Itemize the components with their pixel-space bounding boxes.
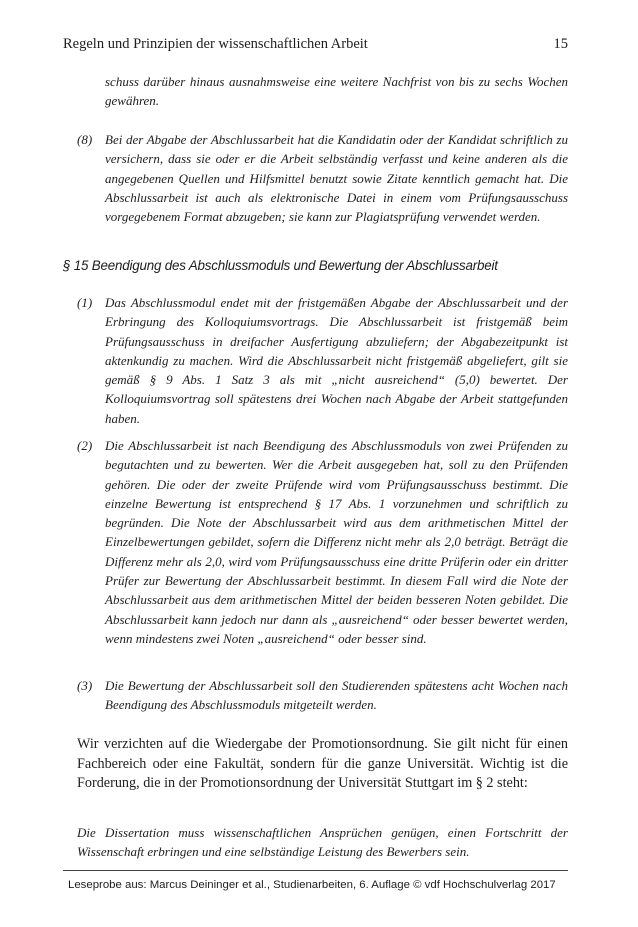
page-number: 15 [553, 36, 568, 52]
continuation-text: schuss darüber hinaus ausnahmsweise eine weitere Nachfrist von bis zu sechs Wochen gewähren. [105, 74, 568, 109]
item-number: (3) [77, 678, 93, 693]
item-text: Bei der Abgabe der Abschlussarbeit hat die Kandidatin oder der Kandidat schriftlich zu versichern, dass sie oder er die Arbeit selbständig verfasst und keine anderen als die angegebenen Quellen und Hilfsmittel benutzt sowie Zitate kenntlich gemacht hat. Die Abschlussarbeit ist auch als elektronische Datei in einem vom Prüfungsausschuss vorgegebenem Format abzugeben; sie kann zur Plagiatsprüfung verwendet werden. [105, 132, 568, 225]
item-text: Das Abschlussmodul endet mit der fristgemäßen Abgabe der Abschlussarbeit und der Erbringung des Kolloquiumsvortrags. Die Abschlussarbeit ist fristgemäß beim Prüfungsausschuss in dreifacher Ausfertigung abzuliefern; der Abgabezeitpunkt ist aktenkundig zu machen. Wird die Abschlussarbeit nicht fristgemäß abgeliefert, gilt sie gemäß § 9 Abs. 1 Satz 3 als mit „nicht ausreichend“ (5,0) bewertet. Der Kolloquiumsvortrag soll spätestens drei Wochen nach Abgabe der Arbeit stattgefunden haben. [105, 295, 568, 426]
item-number: (2) [77, 438, 93, 453]
item-text: Die Abschlussarbeit ist nach Beendigung des Abschlussmoduls von zwei Prüfenden zu begutachten und zu bewerten. Wer die Arbeit ausgegeben hat, soll zu den Prüfenden gehören. Die oder der zweite Prüfende wird vom Prüfungsausschuss bestimmt. Die einzelne Bewertung ist entsprechend § 17 Abs. 1 vorzunehmen und schriftlich zu begründen. Die Note der Abschlussarbeit wird aus dem arithmetischen Mittel der Einzelbewertungen gebildet, sofern die Differenz nicht mehr als 2,0 beträgt. Beträgt die Differenz mehr als 2,0, wird vom Prüfungsausschuss eine dritte Prüferin oder ein dritter Prüfer zur Bewertung der Abschlussarbeit bestimmt. In diesem Fall wird die Note der Abschlussarbeit aus dem arithmetischen Mittel der beiden besseren Noten gebildet. Die Abschlussarbeit kann jedoch nur dann als „ausreichend“ oder besser bewertet werden, wenn mindestens zwei Noten „ausreichend“ oder besser sind. [105, 438, 568, 646]
footer-divider [63, 870, 568, 871]
item-text: Die Bewertung der Abschlussarbeit soll den Studierenden spätestens acht Wochen nach Beendigung des Abschlussmoduls mitgeteilt werden. [105, 678, 568, 713]
footer-notice: Leseprobe aus: Marcus Deininger et al., Studienarbeiten, 6. Auflage © vdf Hochschulverlag 2017 [68, 879, 556, 891]
item-number: (8) [77, 132, 93, 147]
body-paragraph: Wir verzichten auf die Wiedergabe der Promotionsordnung. Sie gilt nicht für einen Fachbereich oder eine Fakultät, sondern für die ganze Universität. Wichtig ist die Forderung, die in der Promotionsordnung der Universität Stuttgart im § 2 steht: [77, 736, 568, 791]
dissertation-quote: Die Dissertation muss wissenschaftlichen Ansprüchen genügen, einen Fortschritt der Wissenschaft erbringen und eine selbständige Leistung des Bewerbers sein. [77, 825, 568, 860]
item-number: (1) [77, 295, 93, 310]
section-heading: § 15 Beendigung des Abschlussmoduls und Bewertung der Abschlussarbeit [63, 258, 498, 273]
running-title: Regeln und Prinzipien der wissenschaftlichen Arbeit [63, 36, 368, 52]
